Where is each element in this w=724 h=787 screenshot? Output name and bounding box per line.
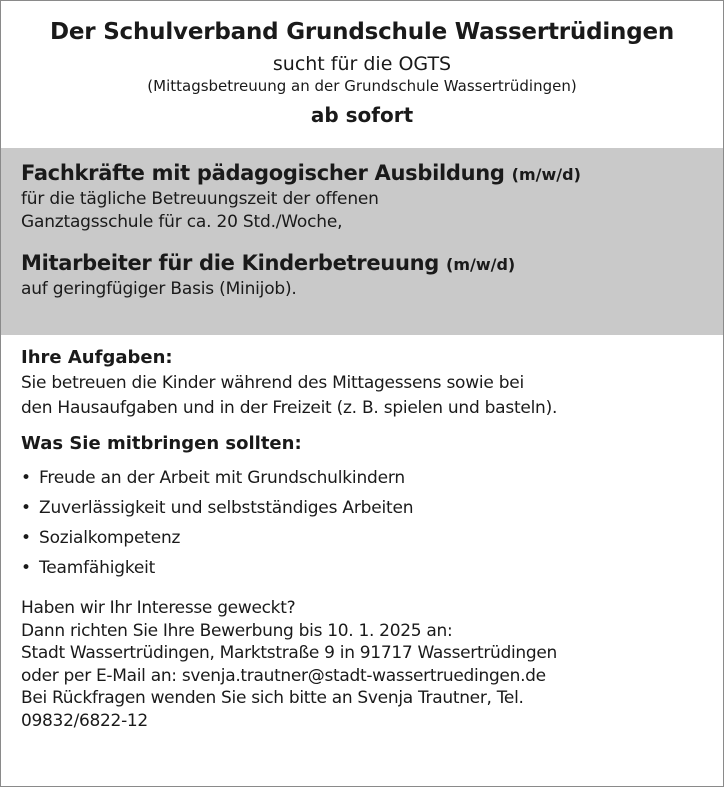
list-item-text: Freude an der Arbeit mit Grundschulkindern (39, 468, 405, 488)
tasks-line: Sie betreuen die Kinder während des Mittagessens sowie bei (21, 373, 524, 393)
position-title-text: Fachkräfte mit pädagogischer Ausbildung (21, 161, 505, 185)
ad-body (21, 345, 711, 732)
bullet-icon: • (21, 468, 31, 488)
position-description-line: für die tägliche Betreuungszeit der offenen (21, 189, 379, 209)
list-item (21, 523, 711, 553)
tasks-heading: Ihre Aufgaben: (21, 347, 173, 368)
gender-tag: (m/w/d) (511, 165, 581, 184)
start-date: ab sofort (310, 103, 414, 127)
contact-section (21, 597, 711, 732)
position-description-line: Ganztagsschule für ca. 20 Std./Woche, (21, 212, 343, 232)
position-block-specialists (21, 160, 703, 234)
ad-subtitle-detail: (Mittagsbetreuung an der Grundschule Wassertrüdingen) (147, 77, 577, 95)
ad-subtitle: sucht für die OGTS (272, 53, 452, 75)
bullet-icon: • (21, 528, 31, 548)
position-title (21, 250, 703, 278)
position-title-text: Mitarbeiter für die Kinderbetreuung (21, 251, 439, 275)
contact-line: Haben wir Ihr Interesse geweckt? (21, 598, 296, 618)
list-item (21, 463, 711, 493)
bullet-icon: • (21, 558, 31, 578)
ad-header (1, 1, 723, 128)
employer-title: Der Schulverband Grundschule Wassertrüdingen (49, 19, 675, 45)
position-description-line: auf geringfügiger Basis (Minijob). (21, 279, 297, 299)
contact-line: Bei Rückfragen wenden Sie sich bitte an Svenja Trautner, Tel. (21, 688, 524, 708)
gender-tag: (m/w/d) (446, 255, 516, 274)
list-item-text: Sozialkompetenz (39, 528, 181, 548)
requirements-heading: Was Sie mitbringen sollten: (21, 433, 302, 454)
list-item-text: Teamfähigkeit (39, 558, 156, 578)
tasks-line: den Hausaufgaben und in der Freizeit (z. B. spielen und basteln). (21, 398, 558, 418)
bullet-icon: • (21, 498, 31, 518)
requirements-list (21, 463, 711, 583)
positions-highlight-box (1, 148, 723, 335)
position-block-assistants (21, 250, 703, 301)
list-item-text: Zuverlässigkeit und selbstständiges Arbeiten (39, 498, 414, 518)
position-title (21, 160, 703, 188)
contact-email: oder per E-Mail an: svenja.trautner@stadt-wassertruedingen.de (21, 665, 546, 686)
list-item (21, 553, 711, 583)
list-item (21, 493, 711, 523)
contact-address: Stadt Wassertrüdingen, Marktstraße 9 in 91717 Wassertrüdingen (21, 643, 558, 663)
contact-line: Dann richten Sie Ihre Bewerbung bis 10. 1. 2025 an: (21, 620, 453, 641)
contact-phone: 09832/6822-12 (21, 710, 148, 731)
